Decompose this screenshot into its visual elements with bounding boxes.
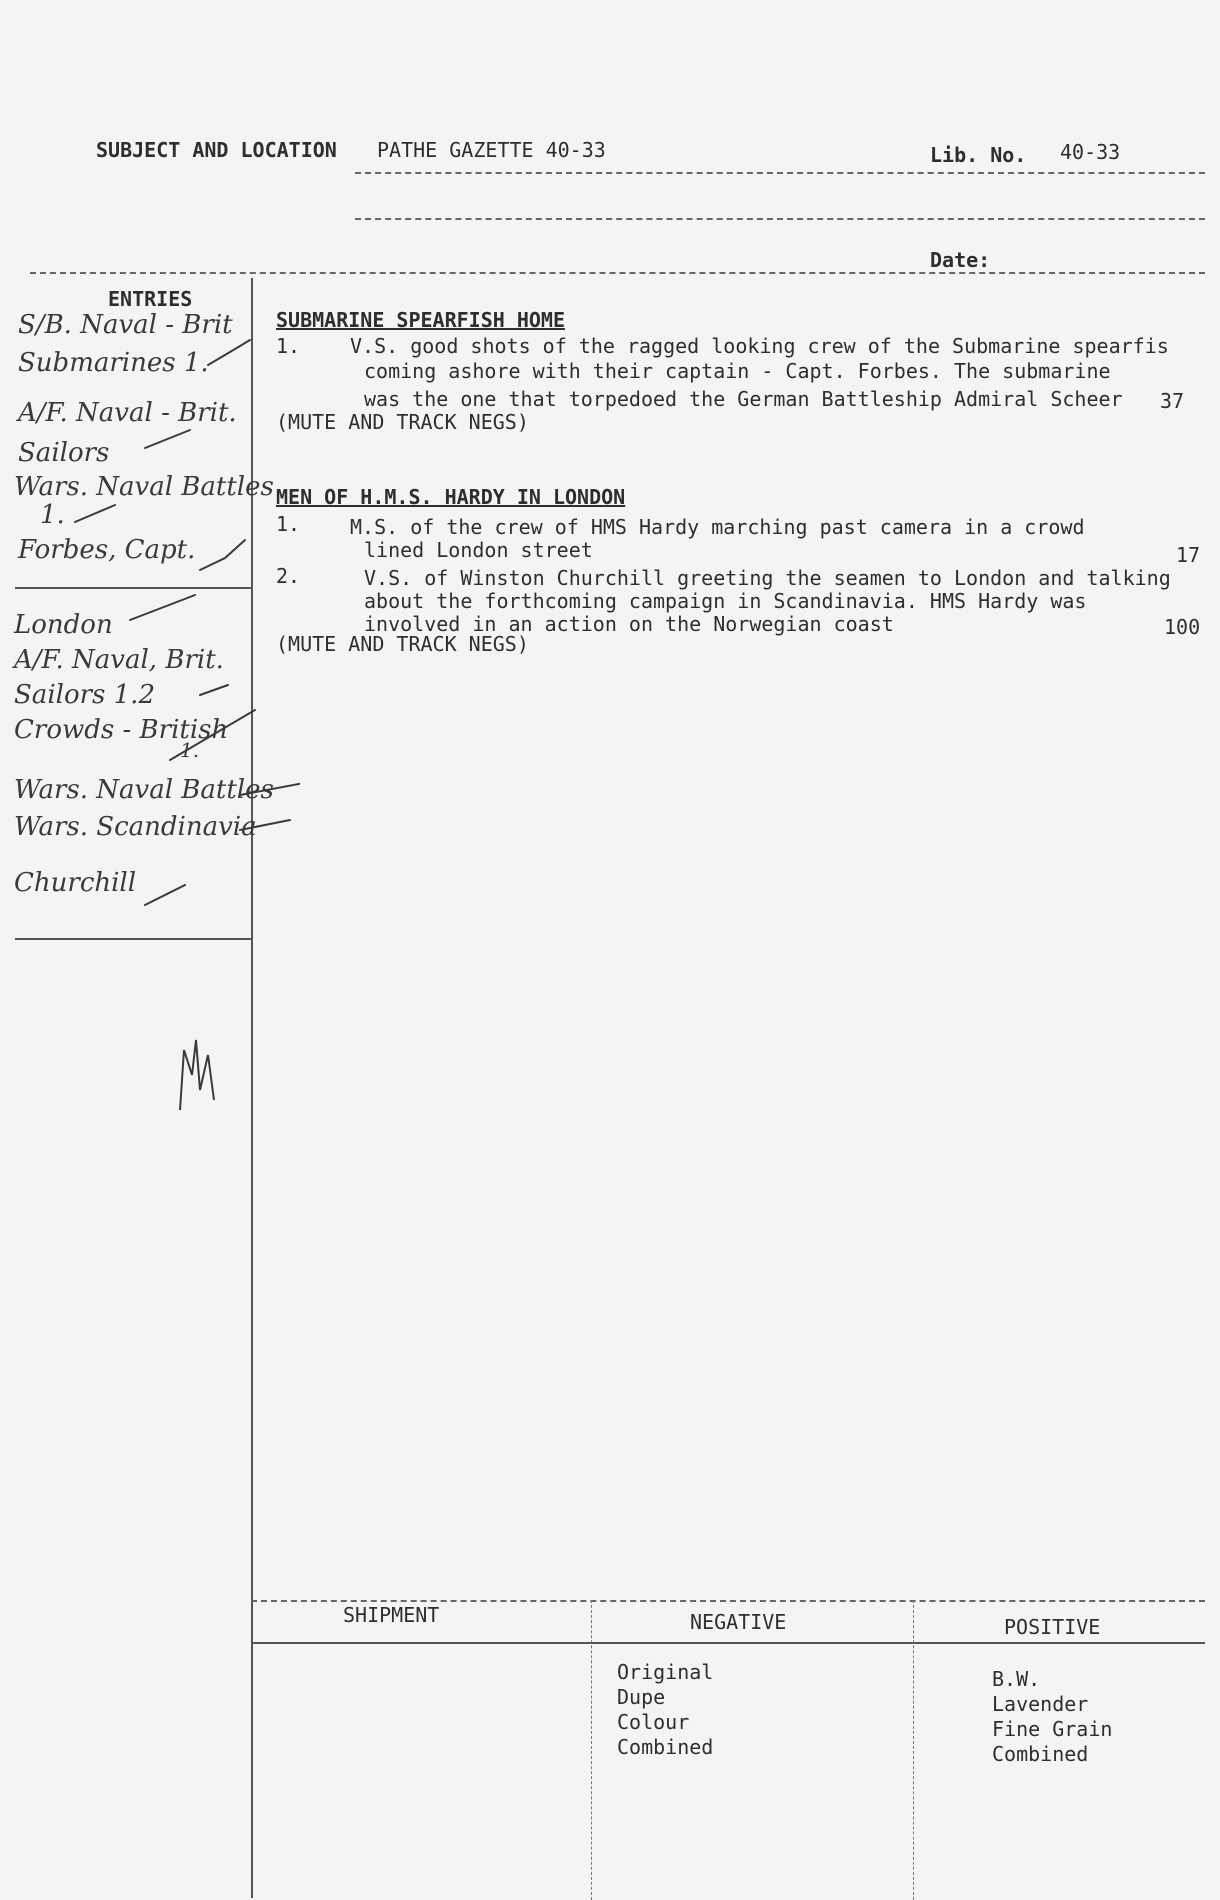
handwritten-ticks	[0, 0, 300, 1200]
entry-line: Sailors 1.2	[14, 680, 155, 710]
lib-no-label: Lib. No.	[930, 143, 1027, 167]
entry-line: Forbes, Capt.	[18, 535, 196, 565]
item-line: M.S. of the crew of HMS Hardy marching past camera in a crowd	[350, 515, 1085, 539]
entry-line: London	[14, 610, 113, 640]
item-number: 2.	[276, 564, 301, 588]
entry-line: Wars. Scandinavia	[14, 812, 257, 842]
story-note: (MUTE AND TRACK NEGS)	[276, 632, 529, 656]
item-line: was the one that torpedoed the German Battleship Admiral Scheer	[364, 387, 1123, 411]
tick-mark	[170, 710, 255, 760]
item-footage: 37	[1160, 389, 1185, 413]
entry-line: S/B. Naval - Brit	[18, 310, 233, 340]
story-note: (MUTE AND TRACK NEGS)	[276, 410, 529, 434]
negative-option: Colour	[617, 1710, 690, 1734]
tick-mark	[145, 430, 190, 448]
entry-line: Wars. Naval Battles	[14, 472, 274, 502]
entry-line: Submarines 1.	[18, 348, 209, 378]
story-title: MEN OF H.M.S. HARDY IN LONDON	[276, 485, 626, 509]
subject-rule-2	[355, 218, 1205, 220]
item-number: 1.	[276, 512, 301, 536]
tick-mark	[200, 685, 228, 695]
positive-label: POSITIVE	[1004, 1615, 1101, 1639]
item-line: involved in an action on the Norwegian coast	[364, 612, 894, 636]
lib-no-value: 40-33	[1060, 140, 1121, 164]
subject-rule	[355, 172, 1205, 174]
item-line: V.S. of Winston Churchill greeting the seamen to London and talking	[364, 566, 1171, 590]
footer-column-divider	[591, 1600, 592, 1900]
positive-option: Lavender	[992, 1692, 1089, 1716]
negative-label: NEGATIVE	[690, 1610, 787, 1634]
positive-option: Fine Grain	[992, 1717, 1113, 1741]
footer-top-rule	[251, 1600, 1205, 1602]
tick-mark	[240, 820, 290, 830]
item-line: coming ashore with their captain - Capt. Forbes. The submarine	[364, 359, 1111, 383]
item-line: lined London street	[364, 538, 593, 562]
date-label: Date:	[930, 248, 991, 272]
negative-option: Dupe	[617, 1685, 666, 1709]
footer-column-divider	[913, 1600, 914, 1900]
entry-line: Churchill	[14, 868, 137, 898]
entry-line: Wars. Naval Battles	[14, 775, 274, 805]
footer-header-rule	[251, 1642, 1205, 1644]
item-line: V.S. good shots of the ragged looking crew of the Submarine spearfis	[350, 334, 1169, 358]
item-footage: 17	[1176, 543, 1201, 567]
entry-line: Sailors	[18, 438, 110, 468]
story-title: SUBMARINE SPEARFISH HOME	[276, 308, 565, 332]
negative-option: Original	[617, 1660, 714, 1684]
subject-value: PATHE GAZETTE 40-33	[377, 138, 606, 162]
positive-option: Combined	[992, 1742, 1089, 1766]
entry-line: 1.	[40, 500, 65, 530]
tick-mark	[200, 540, 245, 570]
subject-label: SUBJECT AND LOCATION	[96, 138, 337, 162]
entry-line: A/F. Naval - Brit.	[18, 398, 237, 428]
positive-option: B.W.	[992, 1667, 1041, 1691]
entries-heading: ENTRIES	[108, 287, 193, 311]
tick-mark	[208, 340, 250, 365]
negative-option: Combined	[617, 1735, 714, 1759]
tick-mark	[145, 885, 185, 905]
entry-line: Crowds - British	[14, 715, 229, 745]
entry-line: A/F. Naval, Brit.	[14, 645, 224, 675]
item-footage: 100	[1164, 615, 1201, 639]
shipment-label: SHIPMENT	[343, 1603, 440, 1627]
entry-line: 1.	[180, 738, 200, 762]
tick-mark	[130, 595, 195, 620]
tick-mark	[240, 780, 300, 795]
tick-mark	[75, 505, 115, 522]
item-number: 1.	[276, 334, 301, 358]
item-line: about the forthcoming campaign in Scandinavia. HMS Hardy was	[364, 589, 1087, 613]
initials-signature	[170, 1030, 230, 1120]
